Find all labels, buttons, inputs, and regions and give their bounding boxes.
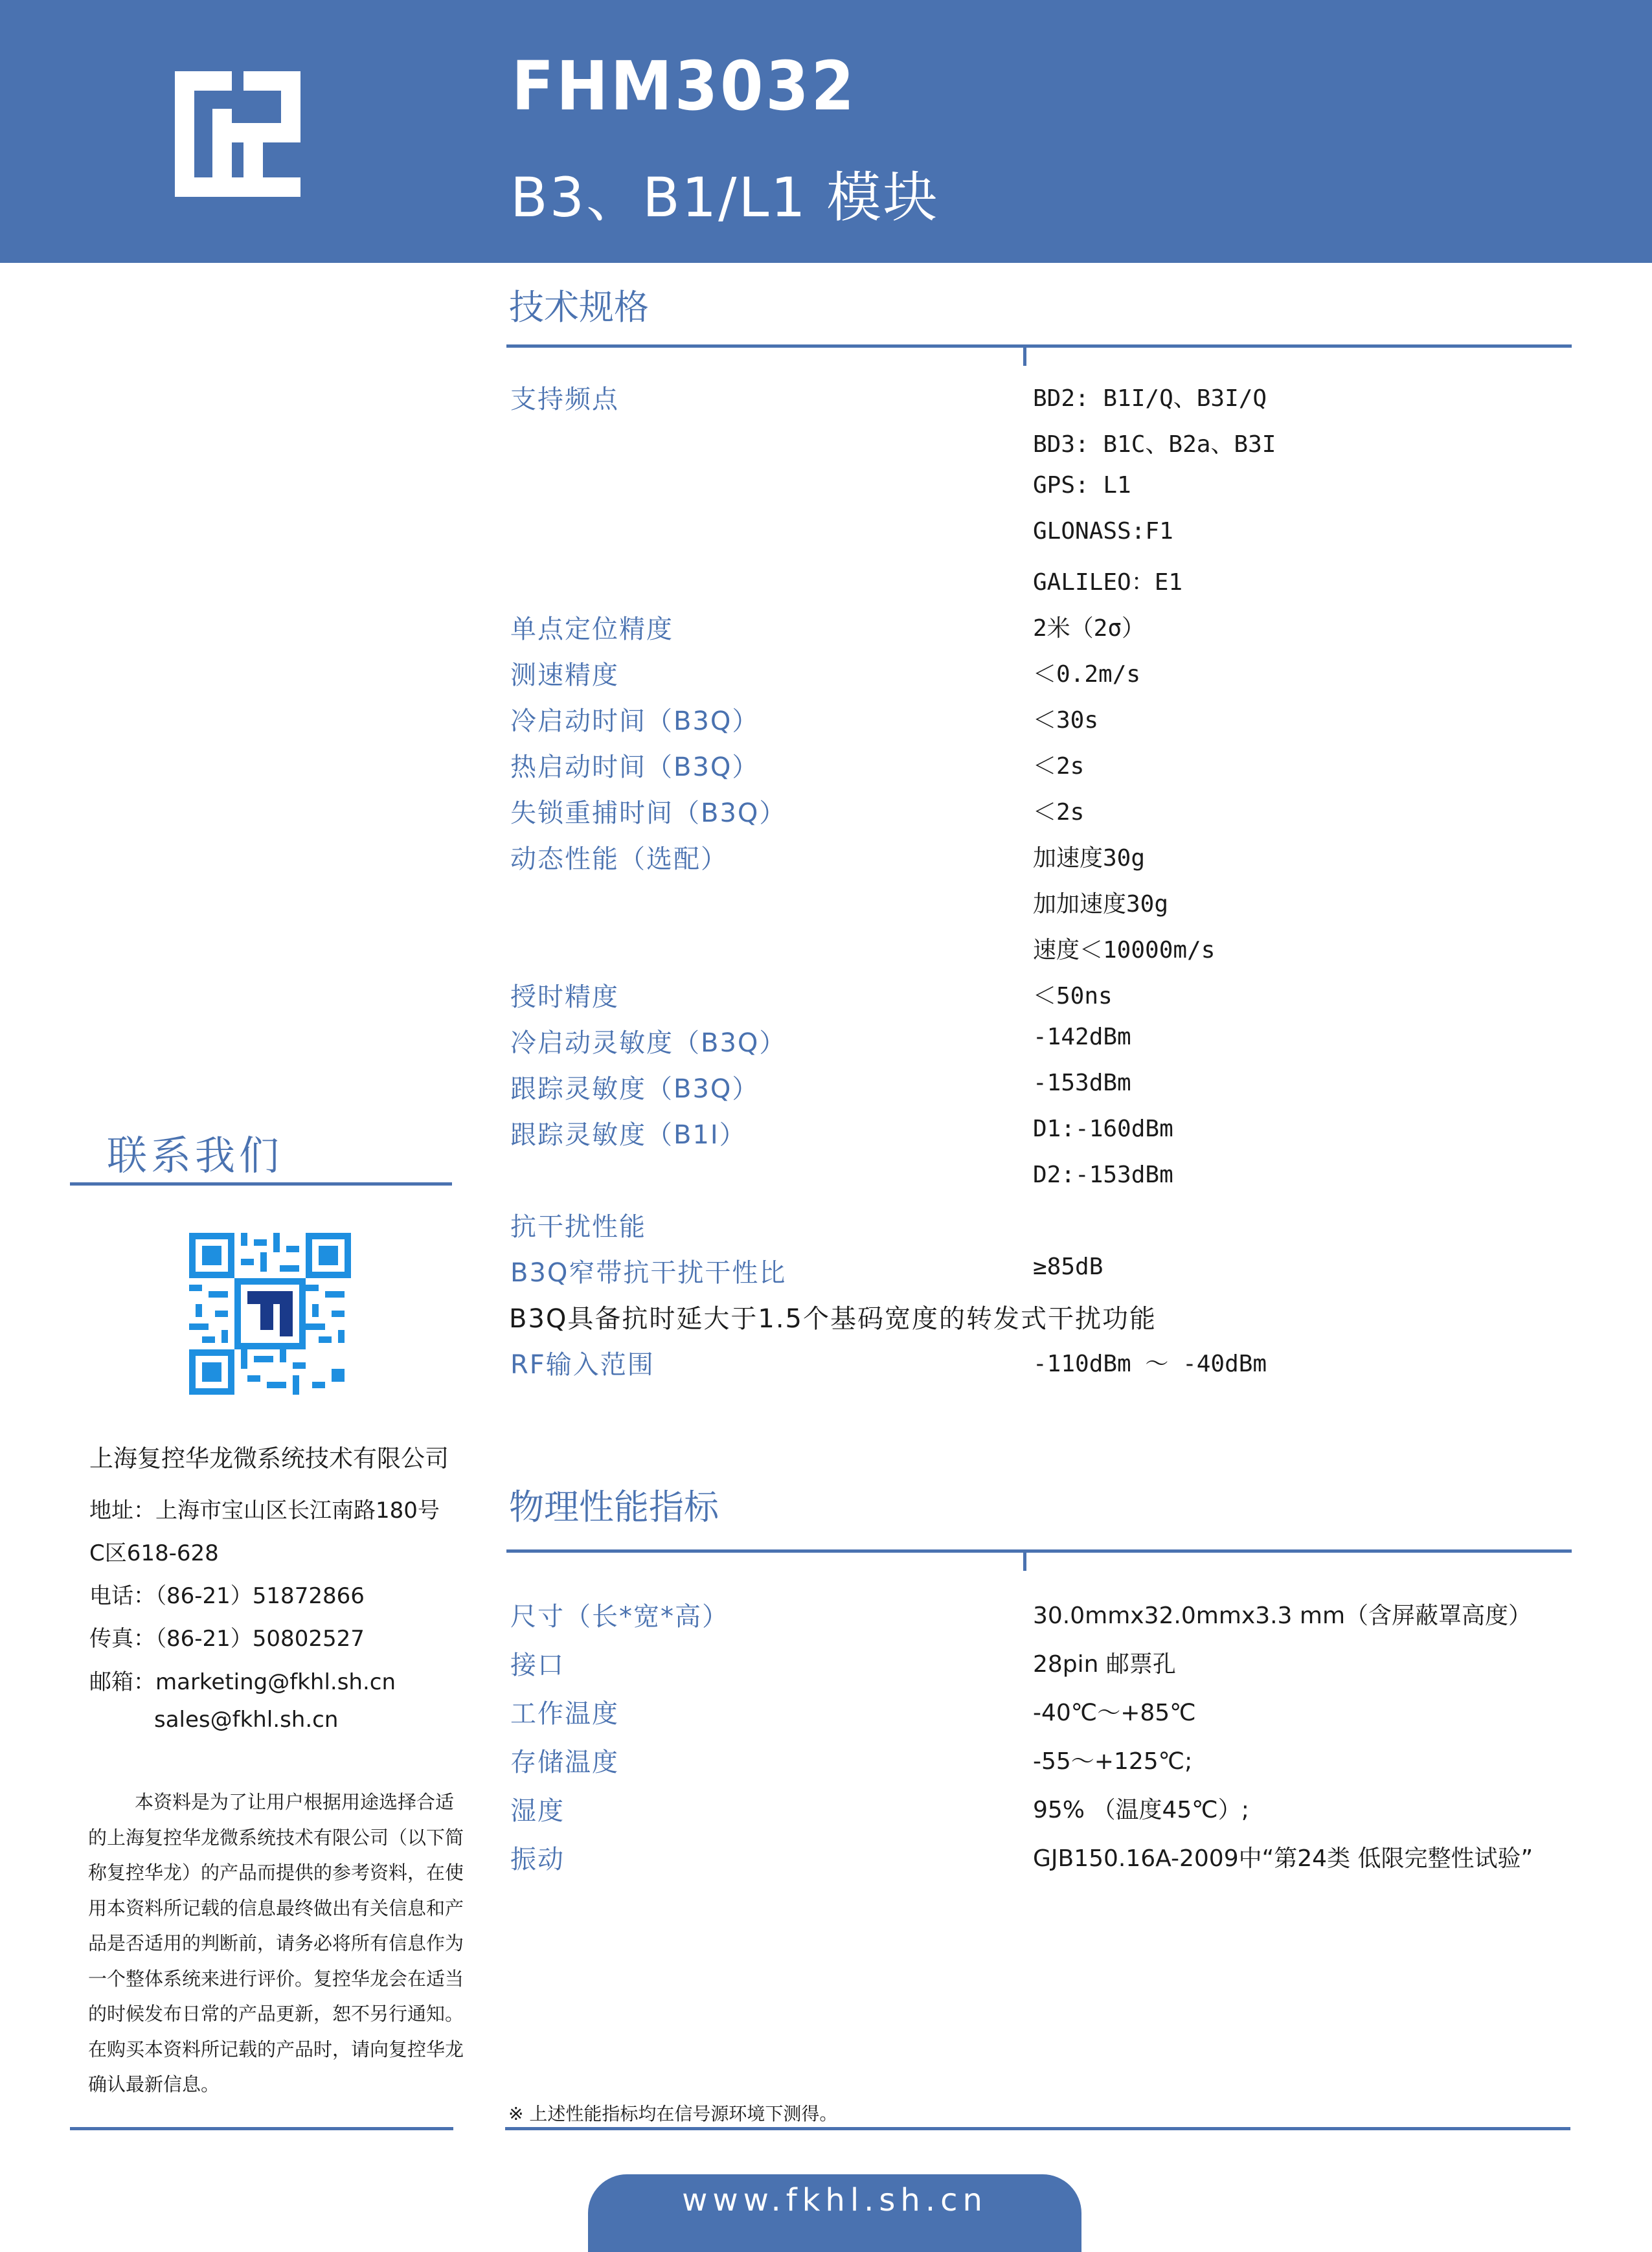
spec-label: 热启动时间（B3Q）	[510, 752, 760, 782]
contact-title: 联系我们	[107, 1132, 284, 1179]
spec-value: GPS: L1	[1033, 472, 1131, 499]
physical-label: 接口	[510, 1650, 565, 1680]
spec-value: ＜2s	[1033, 753, 1085, 780]
spec-value: BD3: B1C、B2a、B3I	[1033, 431, 1276, 458]
phone-line: 电话：（86-21）51872866	[89, 1583, 365, 1609]
spec-label: 冷启动时间（B3Q）	[510, 706, 760, 736]
physical-title: 物理性能指标	[509, 1487, 719, 1527]
spec-value: D1:-160dBm	[1033, 1116, 1173, 1142]
physical-value: -40℃～+85℃	[1033, 1700, 1196, 1726]
spec-value: 加加速度30g	[1033, 891, 1169, 918]
spec-label: RF输入范围	[510, 1350, 655, 1380]
spec-label: 失锁重捕时间（B3Q）	[510, 798, 787, 828]
spec-value: D2:-153dBm	[1033, 1162, 1173, 1188]
spec-value: ＜2s	[1033, 799, 1085, 826]
fax-line: 传真：（86-21）50802527	[89, 1626, 365, 1652]
spec-value: ＜50ns	[1033, 983, 1113, 1009]
left-bottom-divider	[70, 2127, 453, 2130]
website-tab[interactable]	[588, 2174, 1081, 2252]
physical-label: 存储温度	[510, 1748, 619, 1777]
footnote: ※ 上述性能指标均在信号源环境下测得。	[508, 2103, 838, 2124]
spec-value: ≥85dB	[1033, 1254, 1103, 1280]
specs-divider-tick	[1023, 348, 1026, 366]
spec-label: 跟踪灵敏度（B3Q）	[510, 1074, 760, 1104]
spec-value: GLONASS:F1	[1033, 518, 1173, 545]
spec-value: ＜0.2m/s	[1033, 661, 1141, 688]
physical-value: -55～+125℃;	[1033, 1748, 1193, 1775]
physical-divider-tick	[1023, 1553, 1026, 1571]
email-line-1[interactable]: 邮箱：marketing@fkhl.sh.cn	[89, 1669, 396, 1695]
right-bottom-divider	[505, 2127, 1570, 2130]
physical-label: 湿度	[510, 1796, 565, 1826]
header-banner	[0, 0, 1652, 263]
spec-value: BD2: B1I/Q、B3I/Q	[1033, 385, 1267, 412]
email-line-2[interactable]: sales@fkhl.sh.cn	[154, 1707, 339, 1733]
spec-label: 授时精度	[510, 982, 619, 1012]
spec-label: 冷启动灵敏度（B3Q）	[510, 1028, 787, 1058]
spec-value: 速度＜10000m/s	[1033, 937, 1216, 963]
specs-divider	[506, 344, 1572, 348]
physical-value: GJB150.16A-2009中“第24类 低限完整性试验”	[1033, 1845, 1533, 1872]
address-line-2: C区618-628	[89, 1540, 219, 1566]
spec-label: 动态性能（选配）	[510, 844, 728, 874]
physical-divider	[506, 1549, 1572, 1553]
spec-value: 2米（2σ）	[1033, 615, 1146, 642]
specs-title: 技术规格	[509, 287, 649, 328]
spec-value: ＜30s	[1033, 707, 1099, 734]
spec-label: 支持频点	[510, 385, 619, 414]
spec-value: -142dBm	[1033, 1024, 1131, 1050]
spec-value: -110dBm ～ -40dBm	[1033, 1351, 1267, 1377]
spec-label: 单点定位精度	[510, 614, 673, 644]
website-url[interactable]: www.fkhl.sh.cn	[682, 2182, 988, 2218]
company-name: 上海复控华龙微系统技术有限公司	[89, 1445, 449, 1472]
spec-label: 抗干扰性能	[510, 1212, 646, 1242]
physical-label: 振动	[510, 1845, 565, 1875]
physical-value: 30.0mmx32.0mmx3.3 mm（含屏蔽罩高度）	[1033, 1603, 1532, 1629]
physical-value: 95% （温度45℃）;	[1033, 1797, 1249, 1823]
address-line-1: 地址：上海市宝山区长江南路180号	[89, 1498, 440, 1524]
physical-value: 28pin 邮票孔	[1033, 1651, 1176, 1678]
spec-value: 加速度30g	[1033, 845, 1146, 872]
spec-label: 跟踪灵敏度（B1I）	[510, 1120, 747, 1150]
product-model: FHM3032	[512, 47, 857, 126]
spec-label: 测速精度	[510, 660, 619, 690]
spec-value: -153dBm	[1033, 1070, 1131, 1096]
physical-label: 尺寸（长*宽*高）	[510, 1602, 729, 1632]
product-subtitle: B3、B1/L1 模块	[510, 166, 940, 229]
spec-label: B3Q窄带抗干扰干性比	[510, 1258, 787, 1288]
qr-code	[189, 1233, 351, 1395]
disclaimer-text: 本资料是为了让用户根据用途选择合适的上海复控华龙微系统技术有限公司（以下简称复控华龙）的产品而提供的参考资料，在使用本资料所记载的信息最终做出有关信息和产品是否适用的判断前，请务必将所有信息作为一个整体系统来进行评价。复控华龙会在适当的时候发布日常的产品更新，恕不另行通知。在购买本资料所记载的产品时，请向复控华龙确认最新信息。	[88, 1791, 464, 2095]
anti-jam-note: B3Q具备抗时延大于1.5个基码宽度的转发式干扰功能	[509, 1304, 1157, 1334]
spec-value: GALILEO：E1	[1033, 569, 1183, 596]
physical-label: 工作温度	[510, 1699, 619, 1729]
company-logo	[175, 71, 300, 197]
contact-divider	[70, 1182, 452, 1186]
